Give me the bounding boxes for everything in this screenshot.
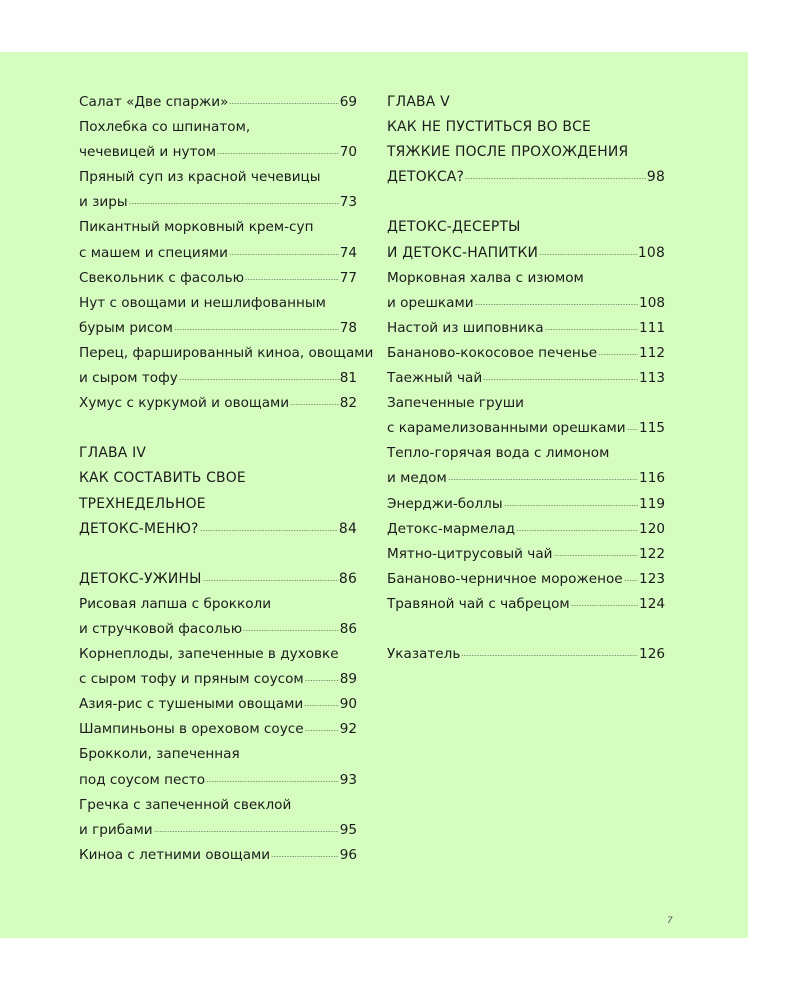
toc-spacer <box>79 542 357 567</box>
dot-leader <box>206 781 339 782</box>
toc-page-number: 82 <box>339 395 357 412</box>
toc-entry-line <box>79 140 357 165</box>
toc-page-number: 74 <box>339 244 357 261</box>
toc-entry-title: ТЯЖКИЕ ПОСЛЕ ПРОХОЖДЕНИЯ <box>387 144 629 161</box>
toc-heading-line <box>79 517 357 542</box>
dot-leader <box>483 379 638 380</box>
toc-entry-title: Гречка с запеченной свеклой <box>79 796 292 813</box>
toc-entry-line <box>79 316 357 341</box>
toc-entry-line <box>79 266 357 291</box>
toc-heading-line <box>387 215 665 240</box>
toc-entry-title: Запеченные груши <box>387 395 524 412</box>
toc-entry-line <box>79 717 357 742</box>
toc-entry-line <box>387 492 665 517</box>
toc-entry-line <box>387 391 665 416</box>
dot-leader <box>129 203 339 204</box>
toc-entry-title: КАК НЕ ПУСТИТЬСЯ ВО ВСЕ <box>387 119 592 136</box>
dot-leader <box>545 329 638 330</box>
toc-entry-title: Азия-рис с тушеными овощами <box>79 696 304 713</box>
dot-leader <box>271 856 339 857</box>
toc-page-number: 119 <box>639 495 665 512</box>
toc-entry-title: Тепло-горячая вода с лимоном <box>387 445 610 462</box>
toc-entry-title: под соусом песто <box>79 771 206 788</box>
toc-entry-line <box>79 90 357 115</box>
toc-entry-title: Пряный суп из красной чечевицы <box>79 169 321 186</box>
toc-entry-title: ДЕТОКС-МЕНЮ? <box>79 520 199 537</box>
dot-leader <box>475 304 639 305</box>
toc-entry-title: Шампиньоны в ореховом соусе <box>79 721 304 738</box>
toc-entry-title: ДЕТОКС-УЖИНЫ <box>79 570 202 587</box>
dot-leader <box>304 705 339 706</box>
dot-leader <box>598 354 638 355</box>
toc-page-number: 92 <box>339 721 357 738</box>
dot-leader <box>554 555 639 556</box>
toc-entry-title: И ДЕТОКС-НАПИТКИ <box>387 244 539 261</box>
toc-entry-line <box>79 241 357 266</box>
toc-entry-title: Морковная халва с изюмом <box>387 269 584 286</box>
toc-page-number: 84 <box>338 520 357 537</box>
toc-entry-line <box>79 667 357 692</box>
toc-entry-line <box>387 567 665 592</box>
toc-page-number: 73 <box>339 194 357 211</box>
toc-entry-line <box>387 542 665 567</box>
toc-entry-title: Похлебка со шпинатом, <box>79 119 251 136</box>
dot-leader <box>245 279 339 280</box>
dot-leader <box>217 153 339 154</box>
dot-leader <box>203 580 338 581</box>
toc-entry-line <box>79 742 357 767</box>
toc-page-number: 86 <box>339 620 357 637</box>
toc-page-number: 112 <box>639 344 665 361</box>
toc-right-column <box>387 90 665 667</box>
toc-entry-line <box>79 341 374 366</box>
toc-entry-title: и орешками <box>387 294 474 311</box>
toc-page-number: 115 <box>639 420 665 437</box>
toc-entry-line <box>79 843 357 868</box>
toc-page-number: 81 <box>339 370 357 387</box>
dot-leader <box>571 605 638 606</box>
toc-entry-line <box>79 190 357 215</box>
toc-page-number: 108 <box>639 294 665 311</box>
toc-entry-title: ГЛАВА IV <box>79 445 147 462</box>
toc-spacer <box>387 190 665 215</box>
toc-entry-line <box>79 215 357 240</box>
toc-entry-line <box>79 592 357 617</box>
dot-leader <box>200 530 338 531</box>
toc-page-number: 111 <box>639 319 665 336</box>
toc-heading-line <box>79 466 357 491</box>
dot-leader <box>154 831 339 832</box>
dot-leader <box>290 404 339 405</box>
toc-entry-line <box>387 592 665 617</box>
toc-entry-title: Корнеплоды, запеченные в духовке <box>79 646 339 663</box>
dot-leader <box>504 505 638 506</box>
toc-entry-title: Салат «Две спаржи» <box>79 94 229 110</box>
toc-page-number: 124 <box>639 595 665 612</box>
toc-entry-title: Нут с овощами и нешлифованным <box>79 294 326 311</box>
toc-entry-line <box>387 466 665 491</box>
toc-entry-title: бурым рисом <box>79 319 173 336</box>
toc-heading-line <box>79 492 357 517</box>
dot-leader <box>624 580 638 581</box>
toc-entry-line <box>387 366 665 391</box>
dot-leader <box>448 479 638 480</box>
toc-entry-title: КАК СОСТАВИТЬ СВОЕ <box>79 470 246 487</box>
toc-entry-title: и медом <box>387 470 447 487</box>
toc-entry-title: Хумус с куркумой и овощами <box>79 395 290 412</box>
toc-page-number: 108 <box>637 244 665 261</box>
dot-leader <box>229 103 338 104</box>
toc-entry-title: Указатель <box>387 646 461 663</box>
toc-entry-line <box>79 793 357 818</box>
toc-page-number: 78 <box>339 319 357 336</box>
toc-entry-title: Бананово-черничное мороженое <box>387 570 623 587</box>
toc-page-number: 96 <box>339 846 357 863</box>
toc-entry-title: и сыром тофу <box>79 370 178 387</box>
toc-heading-line <box>79 441 357 466</box>
toc-page-number: 98 <box>646 169 665 186</box>
toc-entry-line <box>79 642 357 667</box>
dot-leader <box>179 379 339 380</box>
toc-entry-line <box>79 115 357 140</box>
toc-page-number: 126 <box>639 646 665 663</box>
toc-page-number: 70 <box>339 144 357 161</box>
toc-entry-line <box>79 617 357 642</box>
toc-entry-title: Брокколи, запеченная <box>79 746 240 763</box>
toc-entry-title: Энерджи-боллы <box>387 495 503 512</box>
toc-entry-line <box>387 642 665 667</box>
toc-entry-line <box>79 768 357 793</box>
dot-leader <box>229 254 339 255</box>
toc-entry-line <box>387 341 665 366</box>
toc-entry-title: и зиры <box>79 194 128 211</box>
toc-entry-title: Бананово-кокосовое печенье <box>387 344 598 361</box>
toc-heading-line <box>387 115 665 140</box>
toc-entry-title: ДЕТОКСА? <box>387 169 465 186</box>
toc-page-number: 120 <box>639 520 665 537</box>
toc-heading-line <box>387 165 665 190</box>
toc-entry-title: и стручковой фасолью <box>79 620 243 637</box>
toc-entry-title: Таежный чай <box>387 370 483 387</box>
toc-page-number: 89 <box>339 671 357 688</box>
toc-entry-title: Настой из шиповника <box>387 319 544 336</box>
toc-entry-line <box>387 416 665 441</box>
toc-page-number: 77 <box>339 269 357 286</box>
toc-entry-title: Перец, фаршированный киноа, овощами <box>79 344 374 361</box>
toc-page <box>0 52 748 938</box>
toc-page-number: 90 <box>339 696 357 713</box>
toc-entry-line <box>387 316 665 341</box>
toc-page-number: 116 <box>639 470 665 487</box>
toc-entry-title: Рисовая лапша с брокколи <box>79 595 272 612</box>
toc-entry-line <box>79 291 357 316</box>
toc-entry-line <box>387 291 665 316</box>
toc-entry-line <box>387 517 665 542</box>
page-number-folio: 7 <box>667 916 673 926</box>
toc-heading-line <box>387 241 665 266</box>
toc-left-column <box>79 90 374 868</box>
toc-entry-title: с карамелизованными орешками <box>387 420 626 437</box>
toc-spacer <box>79 416 357 441</box>
toc-entry-title: с сыром тофу и пряным соусом <box>79 671 304 688</box>
toc-entry-line <box>79 391 357 416</box>
toc-page-number: 123 <box>639 570 665 587</box>
dot-leader <box>243 630 339 631</box>
toc-entry-line <box>79 366 357 391</box>
toc-spacer <box>387 617 665 642</box>
dot-leader <box>465 178 646 179</box>
dot-leader <box>539 254 637 255</box>
toc-entry-title: Травяной чай с чабрецом <box>387 595 570 612</box>
toc-entry-title: ГЛАВА V <box>387 94 450 110</box>
dot-leader <box>461 655 638 656</box>
toc-entry-title: Мятно-цитрусовый чай <box>387 545 553 562</box>
dot-leader <box>174 329 339 330</box>
toc-heading-line <box>79 567 357 592</box>
toc-entry-line <box>79 165 357 190</box>
toc-entry-title: ТРЕХНЕДЕЛЬНОЕ <box>79 495 206 512</box>
toc-heading-line <box>387 140 665 165</box>
toc-page-number: 69 <box>339 94 357 110</box>
toc-entry-line <box>387 441 665 466</box>
toc-entry-line <box>79 692 357 717</box>
toc-page-number: 93 <box>339 771 357 788</box>
toc-page-number: 122 <box>639 545 665 562</box>
toc-entry-title: и грибами <box>79 821 153 838</box>
dot-leader <box>305 730 339 731</box>
toc-page-number: 113 <box>639 370 665 387</box>
toc-entry-title: Пикантный морковный крем-суп <box>79 219 314 236</box>
toc-entry-title: чечевицей и нутом <box>79 144 216 161</box>
toc-entry-title: ДЕТОКС-ДЕСЕРТЫ <box>387 219 521 236</box>
dot-leader <box>305 680 339 681</box>
toc-entry-title: Детокс-мармелад <box>387 520 516 537</box>
toc-page-number: 95 <box>339 821 357 838</box>
toc-heading-line <box>387 90 665 115</box>
toc-entry-title: Свекольник с фасолью <box>79 269 245 286</box>
dot-leader <box>627 429 638 430</box>
toc-entry-line <box>387 266 665 291</box>
toc-entry-title: с машем и специями <box>79 244 228 261</box>
toc-page-number: 86 <box>338 570 357 587</box>
toc-entry-line <box>79 818 357 843</box>
dot-leader <box>516 530 638 531</box>
toc-entry-title: Киноа с летними овощами <box>79 846 271 863</box>
